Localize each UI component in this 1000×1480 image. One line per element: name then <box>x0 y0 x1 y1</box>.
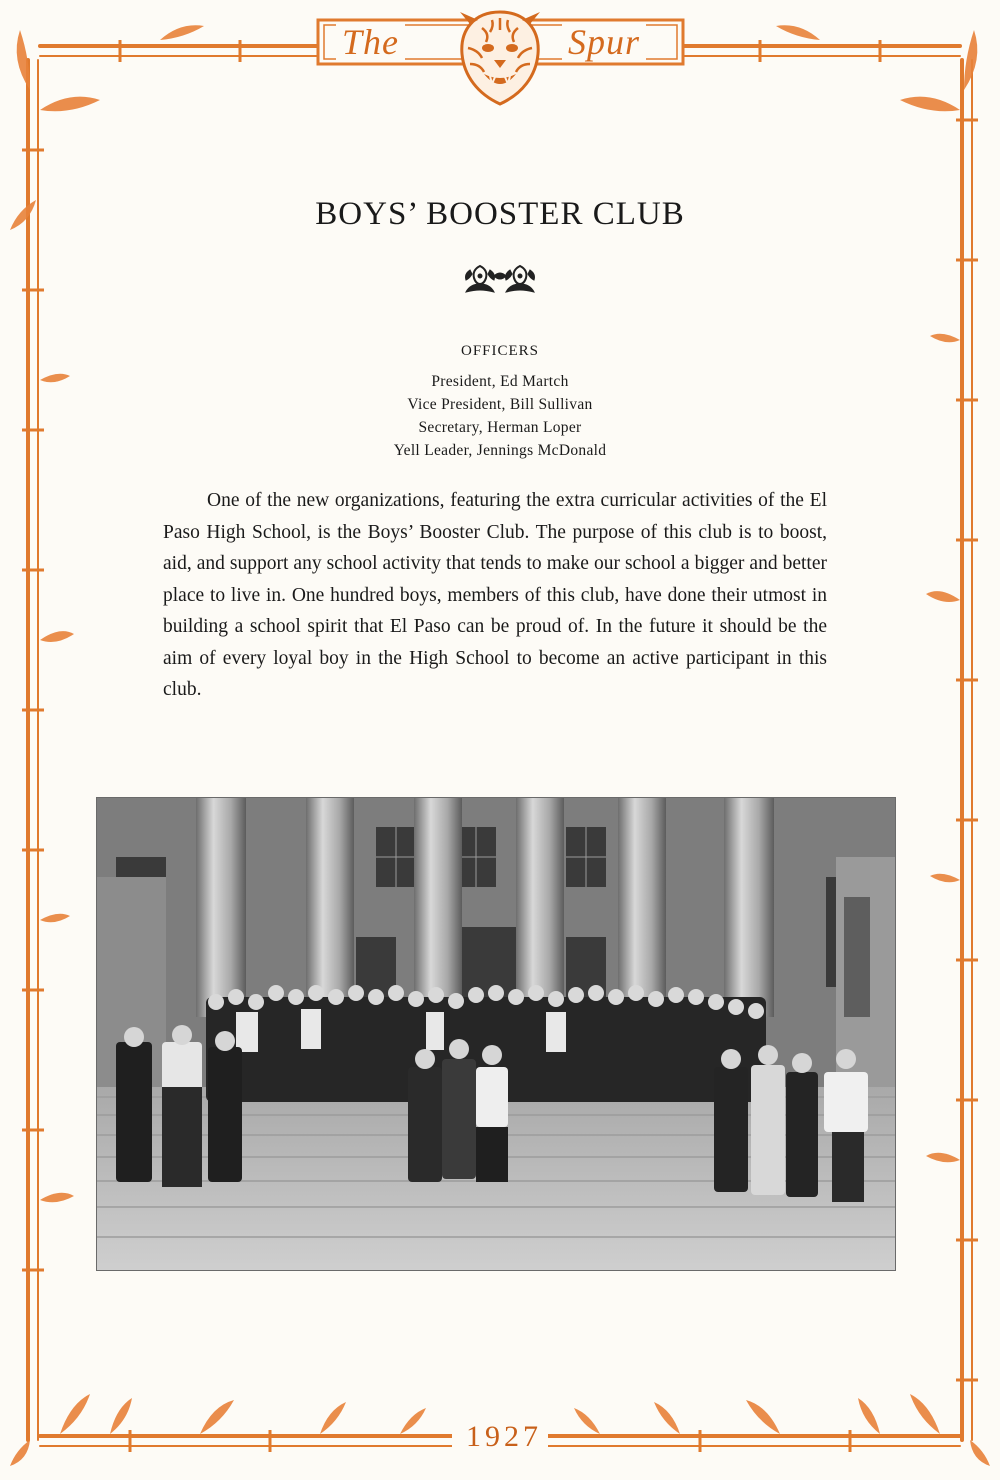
footer-year: 1927 <box>462 1420 546 1454</box>
club-group-photo <box>96 797 896 1271</box>
fleuron-ornament-icon <box>460 262 540 298</box>
officers-heading: OFFICERS <box>460 343 540 359</box>
officer-vice-president: Vice President, Bill Sullivan <box>407 396 593 413</box>
header-title-the: The <box>336 22 405 62</box>
officers-section <box>0 343 1000 462</box>
header-title-spur: Spur <box>562 22 646 62</box>
officer-yell-leader: Yell Leader, Jennings McDonald <box>393 442 607 459</box>
officer-president: President, Ed Martch <box>431 373 569 390</box>
club-description: One of the new organizations, featuring the extra curricular activities of the El Paso High School, is the Boys’ Booster Club. The purpose of this club is to boost, aid, and support any school activity that tends to make our school a bigger and better place to live in. One hundred boys, members of this club, have done their utmost in building a school spirit that El Paso can be proud of. In the future it should be the aim of every loyal boy in the High School to become an active participant in this club. <box>163 490 827 700</box>
tiger-head-icon <box>452 8 548 108</box>
officer-secretary: Secretary, Herman Loper <box>418 419 582 436</box>
page-title: BOYS’ BOOSTER CLUB <box>315 196 685 232</box>
